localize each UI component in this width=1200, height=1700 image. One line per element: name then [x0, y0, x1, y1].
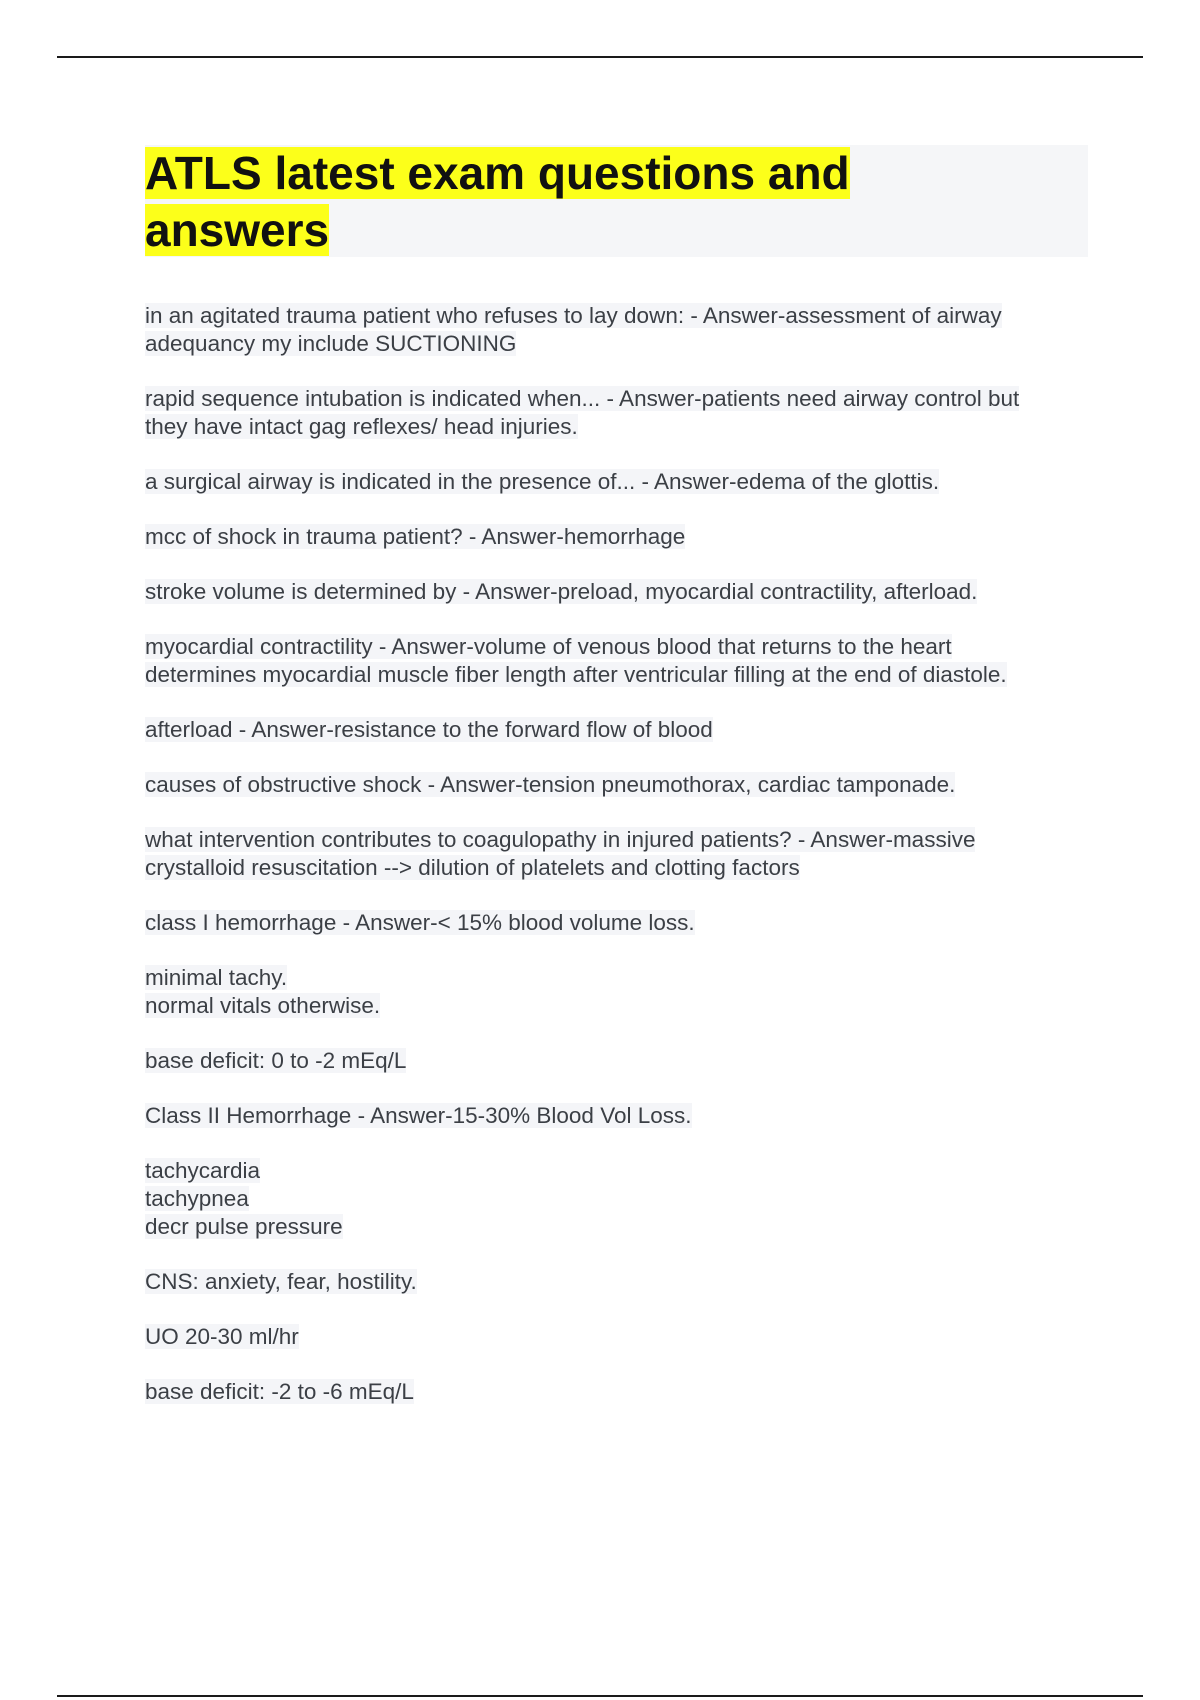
- qa-paragraph: [145, 302, 1105, 358]
- title-line: ATLS latest exam questions and: [145, 147, 850, 199]
- qa-paragraph: [145, 1378, 1105, 1406]
- qa-paragraph: [145, 1157, 1105, 1241]
- qa-paragraph: [145, 633, 1105, 689]
- paragraph-line: UO 20-30 ml/hr: [145, 1324, 299, 1349]
- paragraph-line: in an agitated trauma patient who refuses to lay down: - Answer-assessment of airway: [145, 303, 1002, 328]
- qa-paragraph: [145, 1047, 1105, 1075]
- paragraph-line: rapid sequence intubation is indicated when... - Answer-patients need airway control but: [145, 386, 1020, 411]
- paragraph-line: stroke volume is determined by - Answer-preload, myocardial contractility, afterload.: [145, 579, 978, 604]
- qa-paragraph: [145, 468, 1105, 496]
- title-line: answers: [145, 204, 330, 256]
- paragraph-line: CNS: anxiety, fear, hostility.: [145, 1269, 417, 1294]
- paragraph-line: class I hemorrhage - Answer-< 15% blood volume loss.: [145, 910, 695, 935]
- footer-rule: [57, 1695, 1143, 1697]
- qa-paragraph: [145, 771, 1105, 799]
- paragraph-line: base deficit: -2 to -6 mEq/L: [145, 1379, 414, 1404]
- header-rule: [57, 56, 1143, 58]
- qa-paragraph: [145, 1323, 1105, 1351]
- paragraph-line: afterload - Answer-resistance to the forward flow of blood: [145, 717, 713, 742]
- paragraph-line: determines myocardial muscle fiber length after ventricular filling at the end of diastole.: [145, 662, 1007, 687]
- document-body: [145, 302, 1105, 1433]
- page-title: [145, 145, 1088, 259]
- qa-paragraph: [145, 1268, 1105, 1296]
- qa-paragraph: [145, 964, 1105, 1020]
- title-block: [145, 145, 1088, 257]
- paragraph-line: normal vitals otherwise.: [145, 993, 381, 1018]
- paragraph-line: tachypnea: [145, 1186, 249, 1211]
- paragraph-line: decr pulse pressure: [145, 1214, 343, 1239]
- paragraph-line: base deficit: 0 to -2 mEq/L: [145, 1048, 407, 1073]
- paragraph-line: crystalloid resuscitation --> dilution of platelets and clotting factors: [145, 855, 800, 880]
- paragraph-line: a surgical airway is indicated in the presence of... - Answer-edema of the glottis.: [145, 469, 940, 494]
- qa-paragraph: [145, 523, 1105, 551]
- qa-paragraph: [145, 578, 1105, 606]
- paragraph-line: mcc of shock in trauma patient? - Answer-hemorrhage: [145, 524, 686, 549]
- qa-paragraph: [145, 826, 1105, 882]
- paragraph-line: causes of obstructive shock - Answer-tension pneumothorax, cardiac tamponade.: [145, 772, 956, 797]
- paragraph-line: minimal tachy.: [145, 965, 288, 990]
- paragraph-line: adequancy my include SUCTIONING: [145, 331, 517, 356]
- paragraph-line: what intervention contributes to coagulopathy in injured patients? - Answer-massive: [145, 827, 976, 852]
- qa-paragraph: [145, 385, 1105, 441]
- qa-paragraph: [145, 716, 1105, 744]
- qa-paragraph: [145, 1102, 1105, 1130]
- paragraph-line: tachycardia: [145, 1158, 261, 1183]
- paragraph-line: myocardial contractility - Answer-volume of venous blood that returns to the heart: [145, 634, 952, 659]
- paragraph-line: they have intact gag reflexes/ head injuries.: [145, 414, 578, 439]
- paragraph-line: Class II Hemorrhage - Answer-15-30% Blood Vol Loss.: [145, 1103, 692, 1128]
- qa-paragraph: [145, 909, 1105, 937]
